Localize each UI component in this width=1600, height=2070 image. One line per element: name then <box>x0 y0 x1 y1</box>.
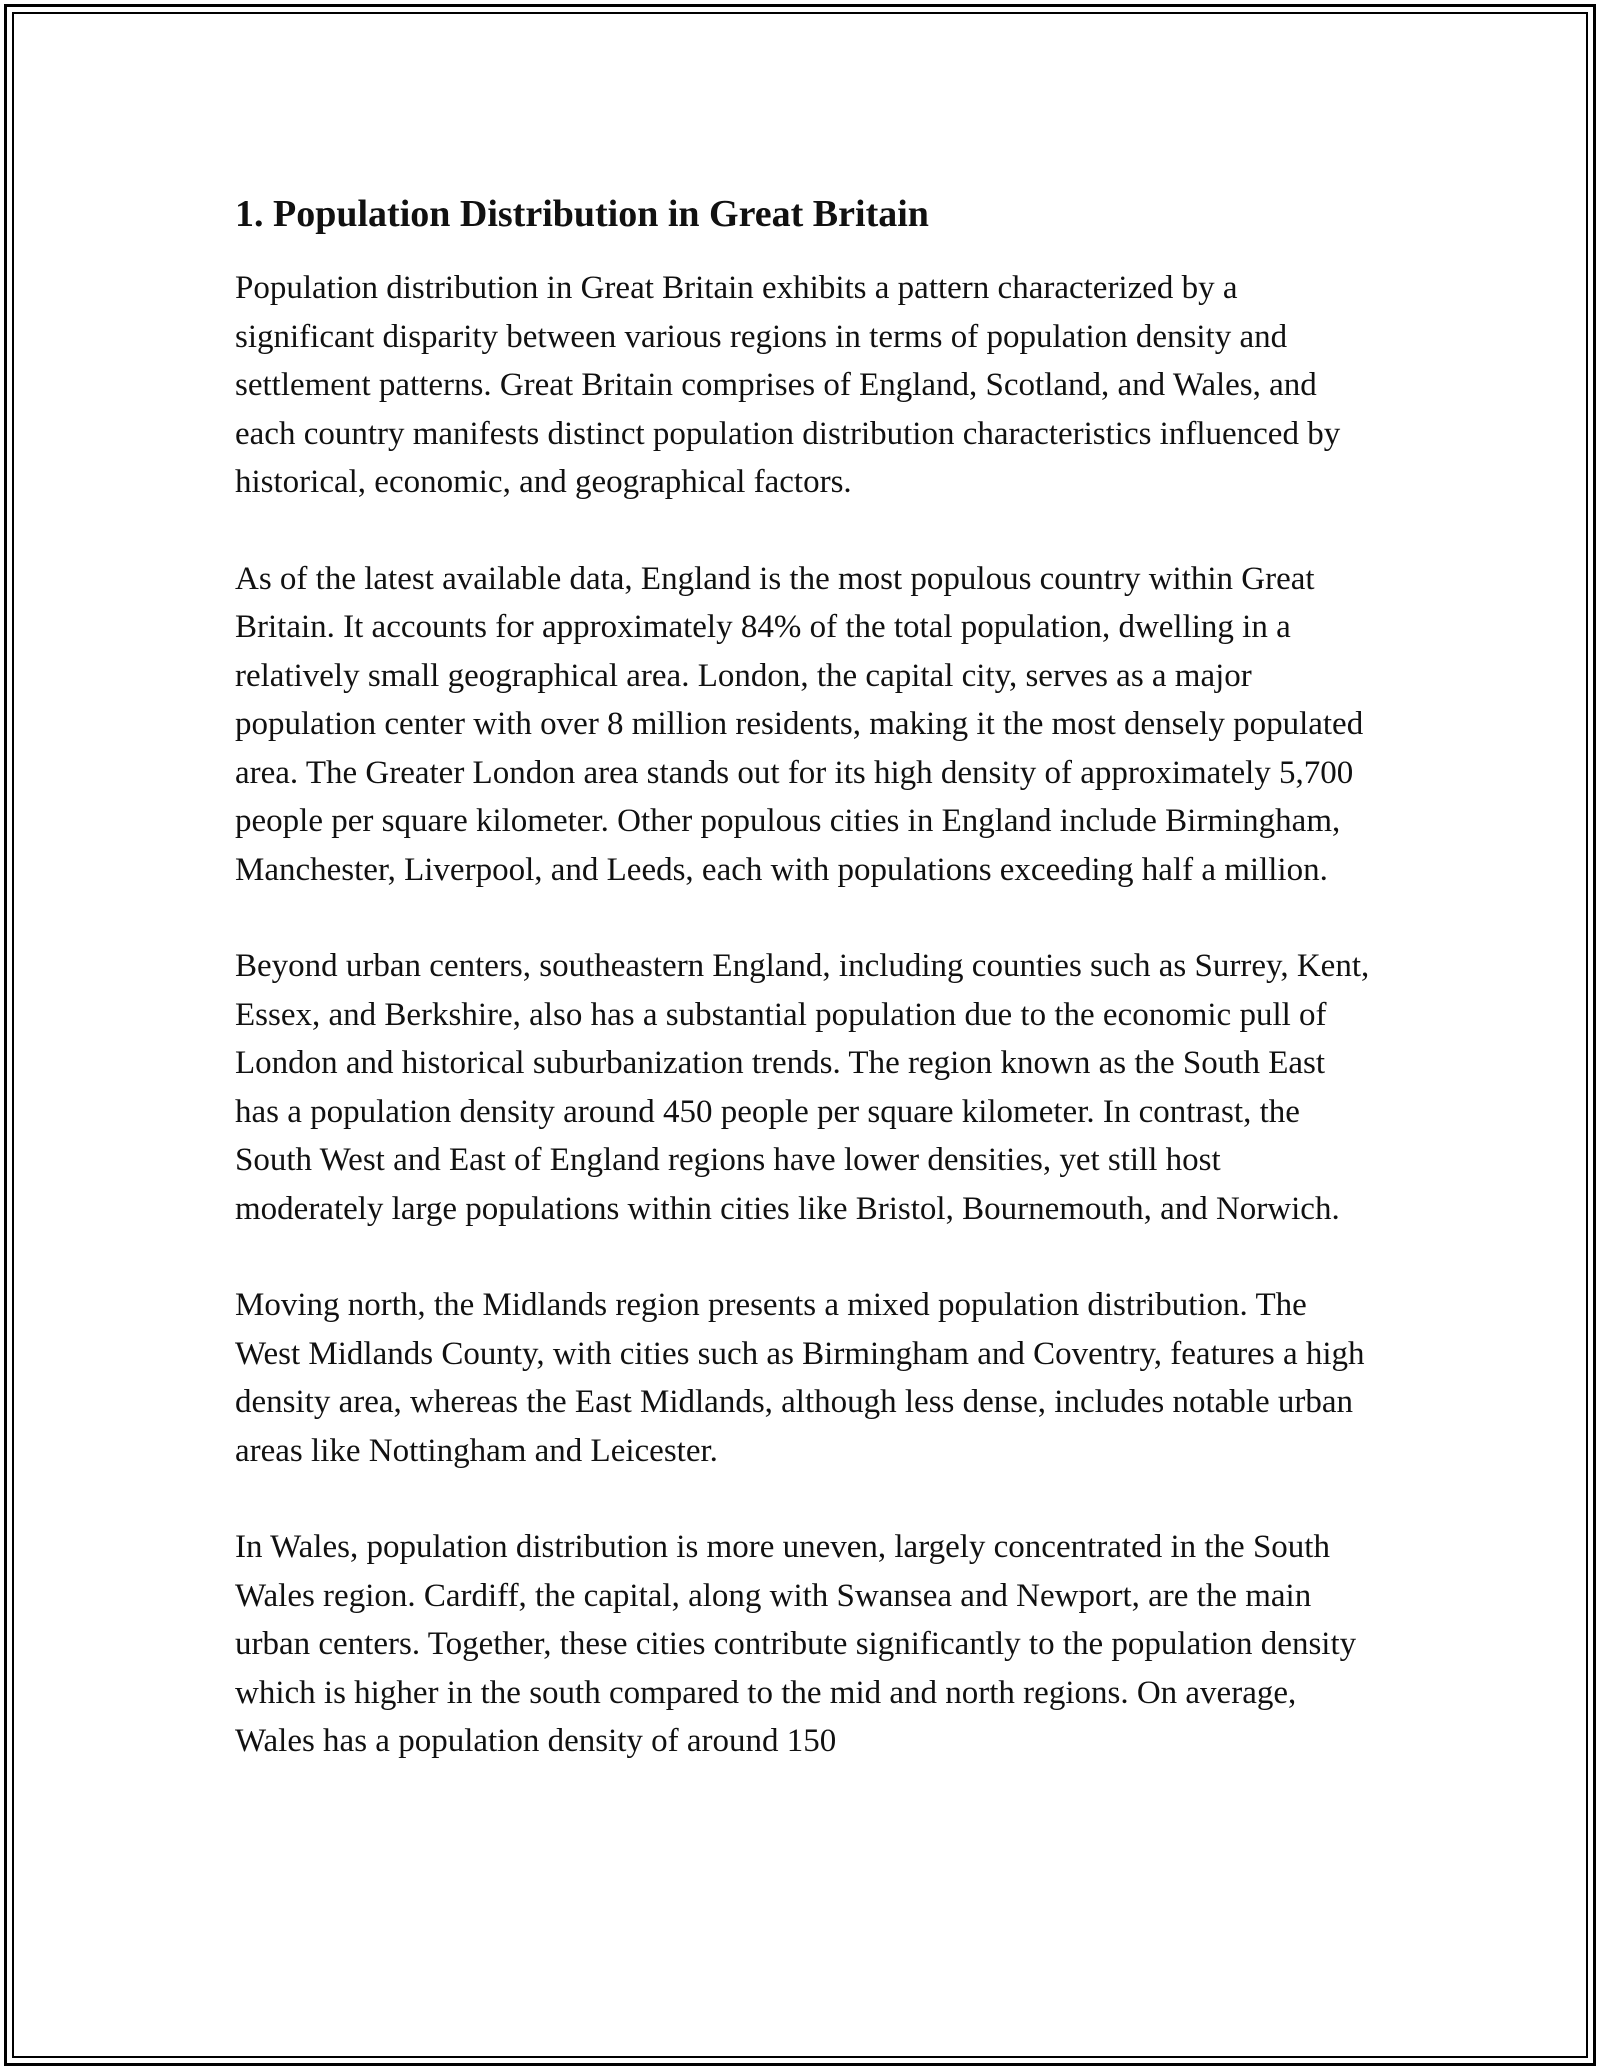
paragraph-intro: Population distribution in Great Britain exhibits a pattern characterized by a significant disparity between various regions in terms of population density and settlement patterns. Great Britain comprises of England, Scotland, and Wales, and each country manifests distinct population distribution characteristics influenced by historical, economic, and geographical factors. <box>235 270 1341 500</box>
document-body <box>235 186 1375 1814</box>
paragraph-southeast: Beyond urban centers, southeastern England, including counties such as Surrey, Kent, Essex, and Berkshire, also has a substantial population due to the economic pull of London and historical suburbanization trends. The region known as the South East has a population density around 450 people per square kilometer. In contrast, the South West and East of England regions have lower densities, yet still host moderately large populations within cities like Bristol, Bournemouth, and Norwich. <box>235 948 1370 1227</box>
section-heading: 1. Population Distribution in Great Britain <box>235 193 929 235</box>
paragraph-england: As of the latest available data, England is the most populous country within Great Britain. It accounts for approximately 84% of the total population, dwelling in a relatively small geographical area. London, the capital city, serves as a major population center with over 8 million residents, making it the most densely populated area. The Greater London area stands out for its high density of approximately 5,700 people per square kilometer. Other populous cities in England include Birmingham, Manchester, Liverpool, and Leeds, each with populations exceeding half a million. <box>235 560 1364 888</box>
paragraph-midlands: Moving north, the Midlands region presents a mixed population distribution. The West Midlands County, with cities such as Birmingham and Coventry, features a high density area, whereas the East Midlands, although less dense, includes notable urban areas like Nottingham and Leicester. <box>235 1287 1365 1469</box>
paragraph-wales: In Wales, population distribution is more uneven, largely concentrated in the South Wales region. Cardiff, the capital, along with Swansea and Newport, are the main urban centers. Together, these cities contribute significantly to the population density which is higher in the south compared to the mid and north regions. On average, Wales has a population density of around 150 <box>235 1529 1357 1759</box>
